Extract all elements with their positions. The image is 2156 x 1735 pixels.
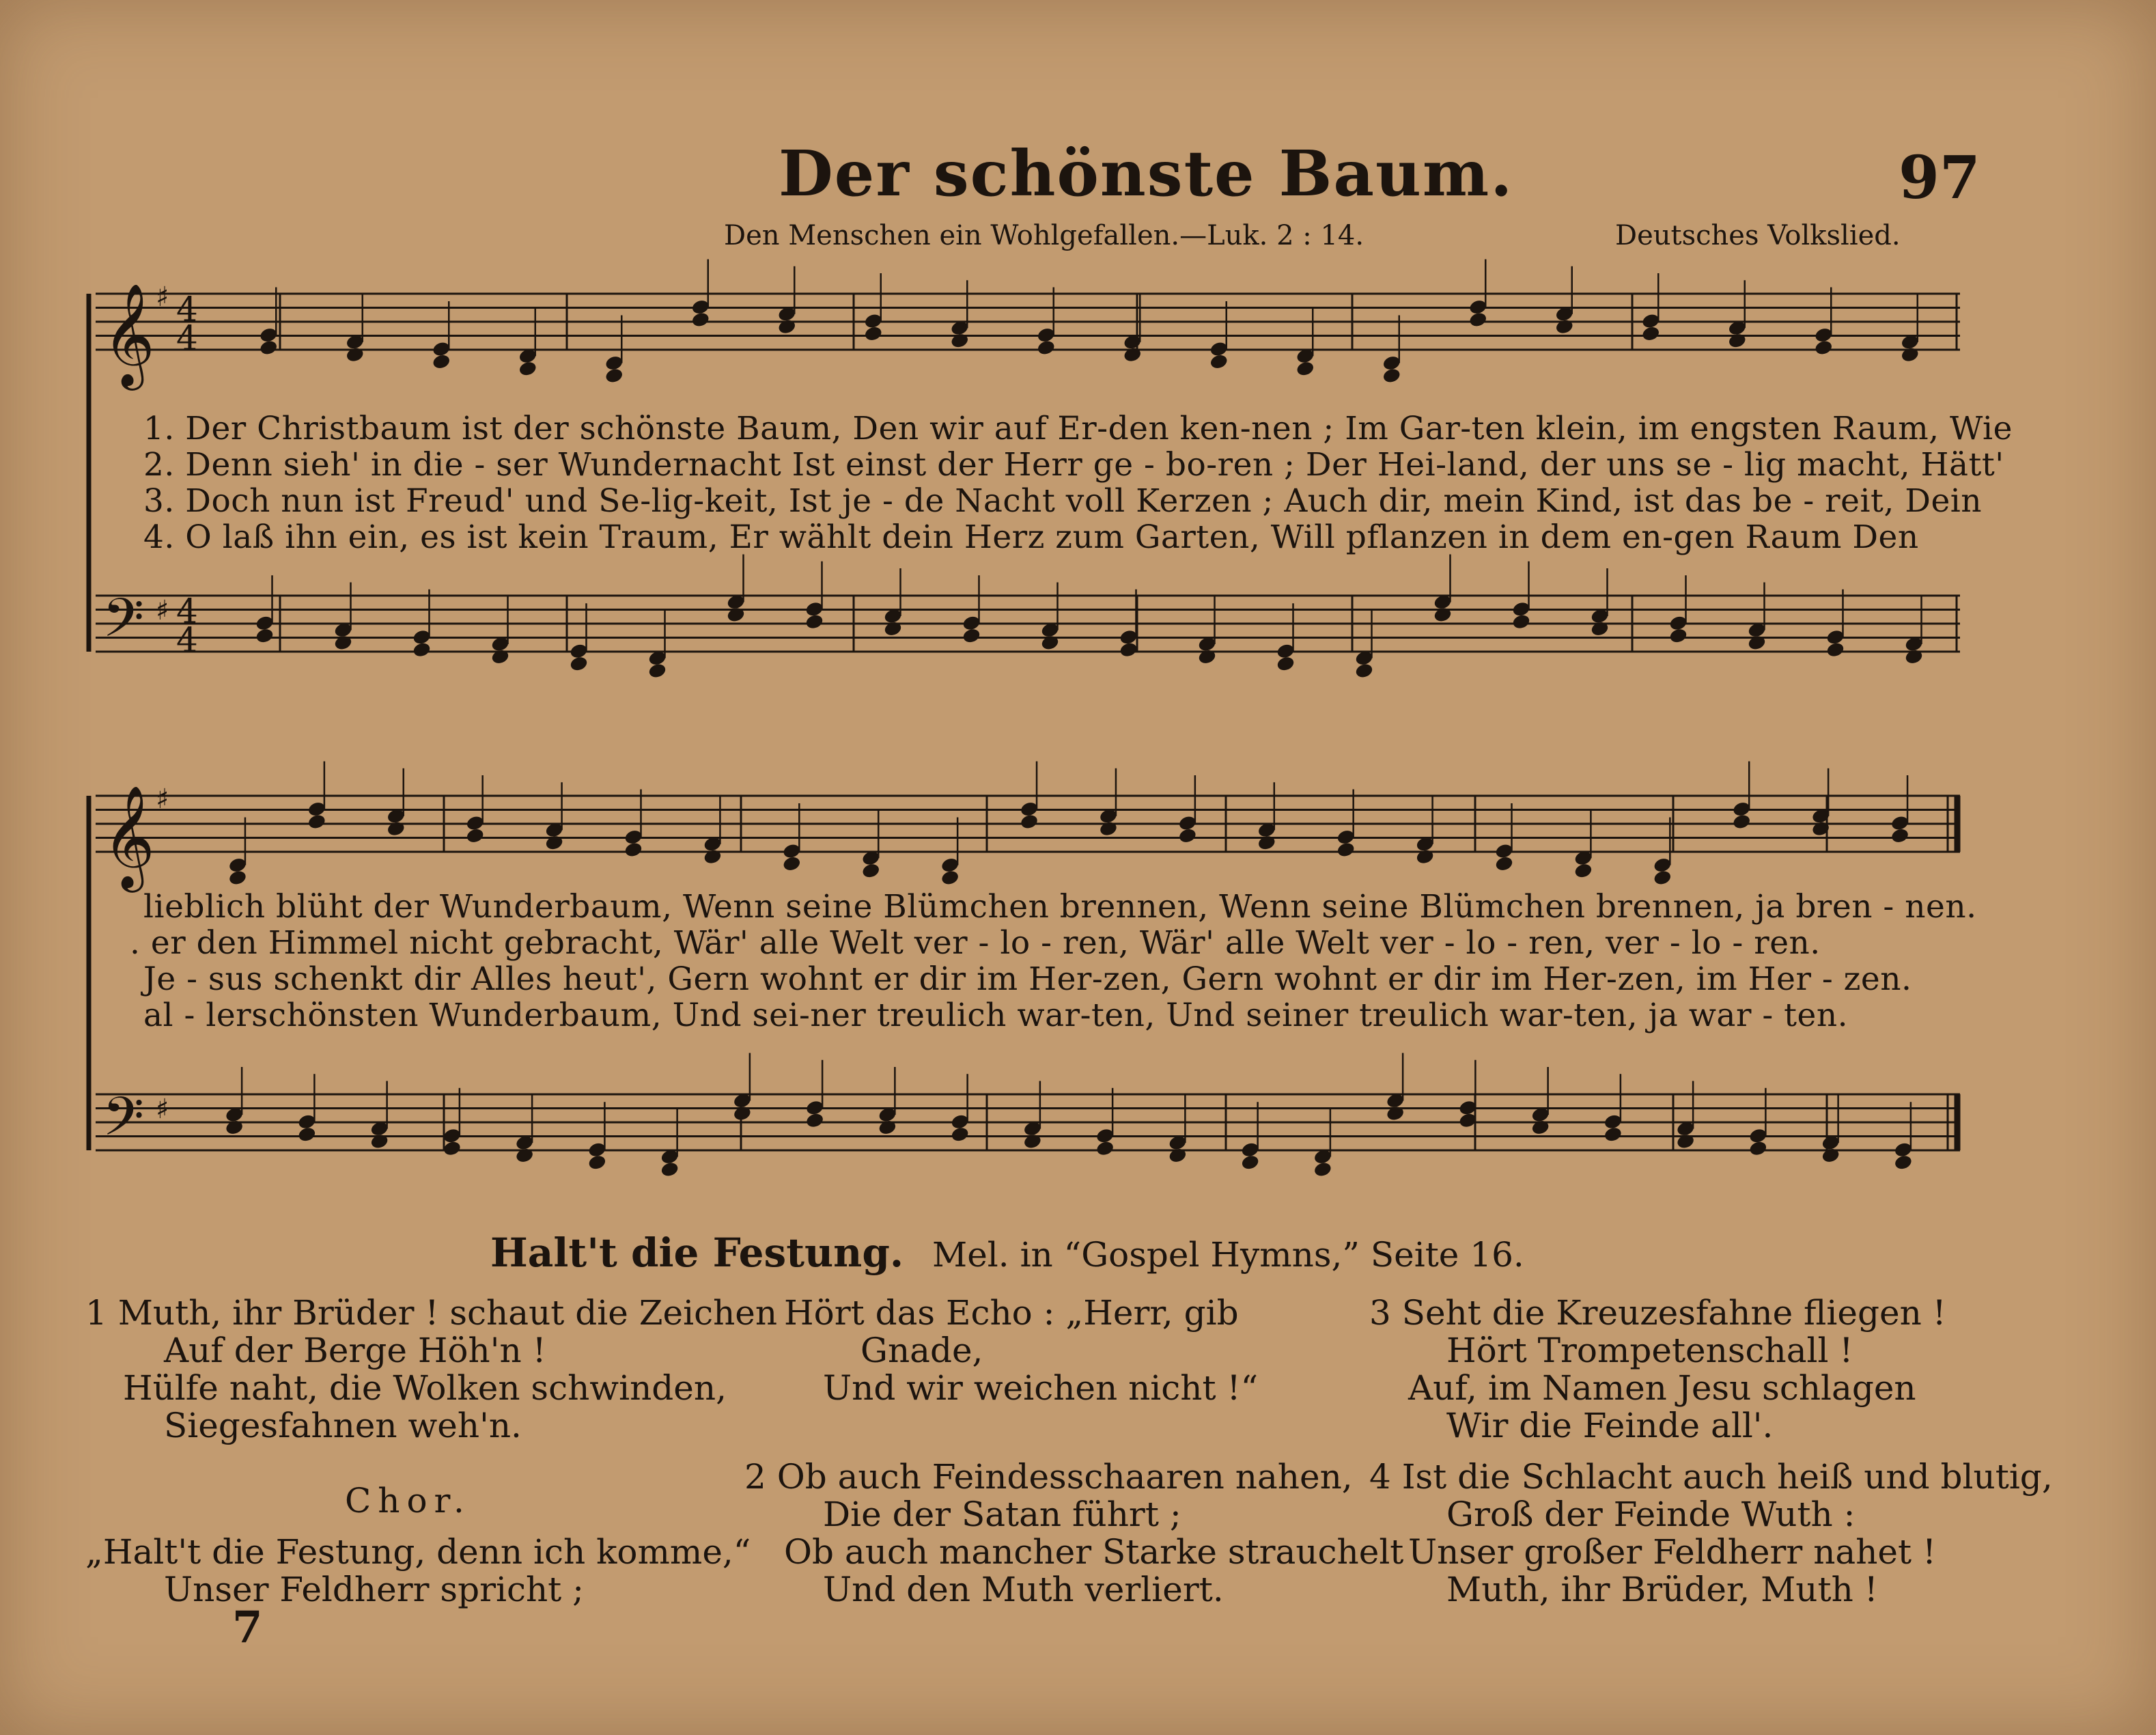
treble-note (1900, 346, 1920, 363)
verse-line-1: 1. Der Christbaum ist der schönste Baum, Den wir auf Er-den ken-nen ; Im Gar-ten klein, im engsten Raum, Wie (143, 410, 2013, 447)
treble-note (1641, 325, 1661, 342)
bass-note (412, 641, 432, 658)
bass-note (1668, 627, 1688, 644)
second-hymn-title: Halt't die Festung. (490, 1230, 904, 1276)
treble-note (432, 353, 451, 370)
sharp-icon: ♯ (156, 783, 169, 815)
stanza-2-line-3: Ob auch mancher Starke strauchelt (784, 1532, 1404, 1572)
bass-note (1748, 1140, 1768, 1157)
bass-note (1604, 1126, 1623, 1143)
bass-clef-icon: 𝄢 (102, 587, 145, 663)
verse-line-3-cont: Je - sus schenkt dir Alles heut', Gern wohnt er dir im Her-zen, Gern wohnt er dir im Her-zen, im Her - zen. (143, 960, 1912, 998)
treble-note (777, 318, 797, 335)
treble-note (782, 855, 802, 872)
bass-note (660, 1161, 680, 1178)
chorus-label: Chor. (345, 1481, 471, 1521)
chorus-cont-line-2: Gnade, (860, 1331, 983, 1370)
treble-note (940, 869, 960, 886)
treble-note (1020, 813, 1039, 830)
chorus-line-1: „Halt't die Festung, denn ich komme,“ (85, 1532, 751, 1572)
bass-clef-icon: 𝄢 (102, 1086, 145, 1161)
bass-note (443, 1140, 462, 1157)
treble-note (1573, 862, 1593, 879)
time-signature-numerator: 4 (176, 592, 198, 631)
treble-note (259, 339, 279, 356)
bass-note (569, 655, 589, 672)
page-number: 97 (1899, 143, 1980, 212)
verse-line-4-cont: al - lerschönsten Wunderbaum, Und sei-ner treulich war-ten, Und seiner treulich war-ten, ja war - ten. (143, 997, 1849, 1034)
treble-note (518, 360, 537, 377)
treble-note (1209, 353, 1229, 370)
treble-note (690, 311, 710, 328)
stanza-2-line-4: Und den Muth verliert. (823, 1570, 1224, 1609)
treble-note (861, 862, 881, 879)
verse-line-4: 4. O laß ihn ein, es ist kein Traum, Er wählt dein Herz zum Garten, Will pflanzen in dem en-gen Raum Den (143, 518, 1919, 556)
stanza-4-line-2: Groß der Feinde Wuth : (1446, 1495, 1856, 1534)
treble-note (1468, 311, 1488, 328)
treble-note (624, 841, 643, 858)
treble-note (1257, 834, 1276, 851)
treble-note (307, 813, 327, 830)
bass-note (1240, 1154, 1260, 1171)
stanza-3-line-1: 3 Seht die Kreuzesfahne fliegen ! (1369, 1293, 1946, 1333)
bass-note (1276, 655, 1296, 672)
treble-note (345, 346, 365, 363)
hymn-title: Der schönste Baum. (779, 137, 1514, 210)
scripture-reference: Den Menschen ein Wohlgefallen.—Luk. 2 : 14. (724, 220, 1364, 251)
bass-note (950, 1126, 970, 1143)
bass-note (1119, 641, 1138, 658)
bass-note (255, 627, 275, 644)
treble-note (1178, 827, 1198, 844)
bass-note (297, 1126, 317, 1143)
bass-note (1095, 1140, 1115, 1157)
stanza-2-line-2: Die der Satan führt ; (823, 1495, 1181, 1534)
stanza-3-line-2: Hört Trompetenschall ! (1446, 1331, 1853, 1370)
treble-note (604, 367, 624, 384)
treble-note (1382, 367, 1401, 384)
bass-note (804, 613, 824, 630)
treble-note (1732, 813, 1752, 830)
treble-note (1415, 848, 1435, 865)
treble-note (1494, 855, 1514, 872)
stanza-1-line-1: 1 Muth, ihr Brüder ! schaut die Zeichen (85, 1293, 778, 1333)
treble-note (1123, 346, 1143, 363)
bass-note (1894, 1154, 1914, 1171)
bass-note (1354, 662, 1374, 679)
chorus-cont-line-1: Hört das Echo : „Herr, gib (784, 1293, 1239, 1333)
chorus-line-2: Unser Feldherr spricht ; (164, 1570, 585, 1609)
tune-attribution: Deutsches Volkslied. (1615, 220, 1901, 251)
bass-note (805, 1112, 825, 1129)
treble-note (1814, 339, 1834, 356)
bass-note (1825, 641, 1845, 658)
treble-note (465, 827, 485, 844)
stanza-2-line-1: 2 Ob auch Feindesschaaren nahen, (744, 1457, 1353, 1497)
stanza-1-line-4: Siegesfahnen weh'n. (164, 1406, 522, 1445)
melody-reference: Mel. in “Gospel Hymns,” Seite 16. (932, 1235, 1524, 1275)
stanza-4-line-4: Muth, ihr Brüder, Muth ! (1446, 1570, 1878, 1609)
treble-note (1099, 820, 1119, 837)
sharp-icon: ♯ (156, 595, 169, 626)
stanza-3-line-4: Wir die Feinde all'. (1446, 1406, 1774, 1445)
time-signature-denominator: 4 (176, 318, 198, 358)
treble-note (1890, 827, 1910, 844)
sharp-icon: ♯ (156, 1094, 169, 1125)
signature-number: 7 (232, 1602, 263, 1653)
treble-note (228, 869, 248, 886)
treble-note (703, 848, 723, 865)
bass-note (1313, 1161, 1333, 1178)
stanza-1-line-3: Hülfe naht, die Wolken schwinden, (123, 1368, 727, 1408)
stanza-4-line-3: Unser großer Feldherr nahet ! (1408, 1532, 1937, 1572)
treble-note (1336, 841, 1356, 858)
verse-line-2-cont: . er den Himmel nicht gebracht, Wär' alle Welt ver - lo - ren, Wär' alle Welt ver - lo - ren, ver - lo - ren. (130, 924, 1821, 962)
time-signature-numerator: 4 (176, 290, 198, 329)
treble-note (1727, 332, 1747, 349)
treble-clef-icon: 𝄞 (102, 282, 155, 386)
verse-line-2: 2. Denn sieh' in die - ser Wundernacht Ist einst der Herr ge - bo-ren ; Der Hei-land, der uns se - lig macht, Hätt' (143, 446, 2004, 484)
treble-note (863, 325, 883, 342)
stanza-1-line-2: Auf der Berge Höh'n ! (164, 1331, 546, 1370)
treble-note (950, 332, 970, 349)
time-signature-denominator: 4 (176, 620, 198, 660)
bass-note (1511, 613, 1531, 630)
treble-note (1653, 869, 1672, 886)
treble-clef-icon: 𝄞 (102, 784, 155, 888)
treble-note (1296, 360, 1315, 377)
bass-note (962, 627, 981, 644)
treble-note (1554, 318, 1574, 335)
stanza-4-line-1: 4 Ist die Schlacht auch heiß und blutig, (1369, 1457, 2053, 1497)
bass-note (647, 662, 667, 679)
treble-note (1036, 339, 1056, 356)
treble-note (386, 820, 406, 837)
treble-note (544, 834, 564, 851)
sharp-icon: ♯ (156, 281, 169, 313)
verse-line-3: 3. Doch nun ist Freud' und Se-lig-keit, Ist je - de Nacht voll Kerzen ; Auch dir, mein Kind, ist das be - reit, Dein (143, 482, 1983, 520)
verse-line-1-cont: lieblich blüht der Wunderbaum, Wenn seine Blümchen brennen, Wenn seine Blümchen brennen, ja bren - nen. (143, 888, 1977, 926)
stanza-3-line-3: Auf, im Namen Jesu schlagen (1408, 1368, 1916, 1408)
chorus-cont-line-3: Und wir weichen nicht !“ (823, 1368, 1259, 1408)
bass-note (587, 1154, 607, 1171)
